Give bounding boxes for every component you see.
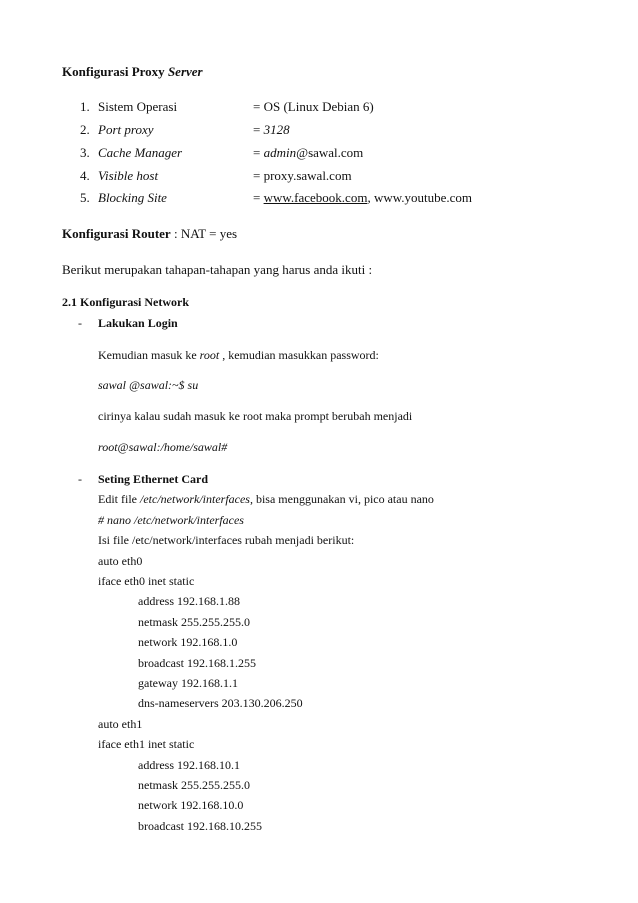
spec-label: Visible host — [98, 168, 159, 183]
intro-text: Berikut merupakan tahapan-tahapan yang harus anda ikuti : — [62, 262, 373, 277]
config-line: dns-nameservers 203.130.206.250 — [138, 696, 303, 710]
bullet-heading-ethernet: Seting Ethernet Card — [98, 472, 208, 486]
spec-value: = www.facebook.com, www.youtube.com — [253, 190, 473, 205]
login-instruction: Kemudian masuk ke root , kemudian masukkan password: — [98, 348, 379, 362]
spec-num: 2. — [80, 122, 90, 137]
section-heading: 2.1 Konfigurasi Network — [62, 295, 189, 309]
spec-label: Sistem Operasi — [98, 99, 178, 114]
spec-num: 3. — [80, 145, 90, 160]
bullet-dash: - — [78, 472, 82, 486]
config-line: broadcast 192.168.1.255 — [138, 656, 256, 670]
config-line: netmask 255.255.255.0 — [138, 778, 250, 792]
spec-value: = admin@sawal.com — [253, 145, 364, 160]
config-line: network 192.168.10.0 — [138, 798, 244, 812]
prompt-note: cirinya kalau sudah masuk ke root maka prompt berubah menjadi — [98, 409, 413, 423]
spec-value: = OS (Linux Debian 6) — [253, 99, 374, 114]
config-line: iface eth0 inet static — [98, 574, 195, 588]
spec-value: = 3128 — [253, 122, 290, 137]
config-line: gateway 192.168.1.1 — [138, 676, 238, 690]
config-line: auto eth0 — [98, 554, 143, 568]
spec-num: 5. — [80, 190, 90, 205]
spec-num: 4. — [80, 168, 90, 183]
config-line: network 192.168.1.0 — [138, 635, 238, 649]
spec-label: Blocking Site — [98, 190, 167, 205]
isi-file-text: Isi file /etc/network/interfaces rubah menjadi berikut: — [98, 533, 355, 547]
config-line: broadcast 192.168.10.255 — [138, 819, 262, 833]
config-line: iface eth1 inet static — [98, 737, 195, 751]
edit-file-instruction: Edit file /etc/network/interfaces, bisa menggunakan vi, pico atau nano — [98, 492, 434, 506]
spec-label: Port proxy — [98, 122, 154, 137]
spec-label: Cache Manager — [98, 145, 183, 160]
facebook-link[interactable]: www.facebook.com — [263, 190, 368, 205]
bullet-heading-login: Lakukan Login — [98, 316, 178, 330]
spec-value: = proxy.sawal.com — [253, 168, 352, 183]
config-line: netmask 255.255.255.0 — [138, 615, 250, 629]
page-title: Konfigurasi Proxy Server — [62, 64, 203, 79]
config-line: address 192.168.10.1 — [138, 758, 240, 772]
bullet-dash: - — [78, 316, 82, 330]
config-line: address 192.168.1.88 — [138, 594, 240, 608]
nano-command: # nano /etc/network/interfaces — [98, 513, 244, 527]
config-line: auto eth1 — [98, 717, 143, 731]
su-command: sawal @sawal:~$ su — [98, 378, 199, 392]
router-config: Konfigurasi Router : NAT = yes — [62, 226, 238, 241]
root-prompt: root@sawal:/home/sawal# — [98, 440, 228, 454]
spec-num: 1. — [80, 99, 90, 114]
